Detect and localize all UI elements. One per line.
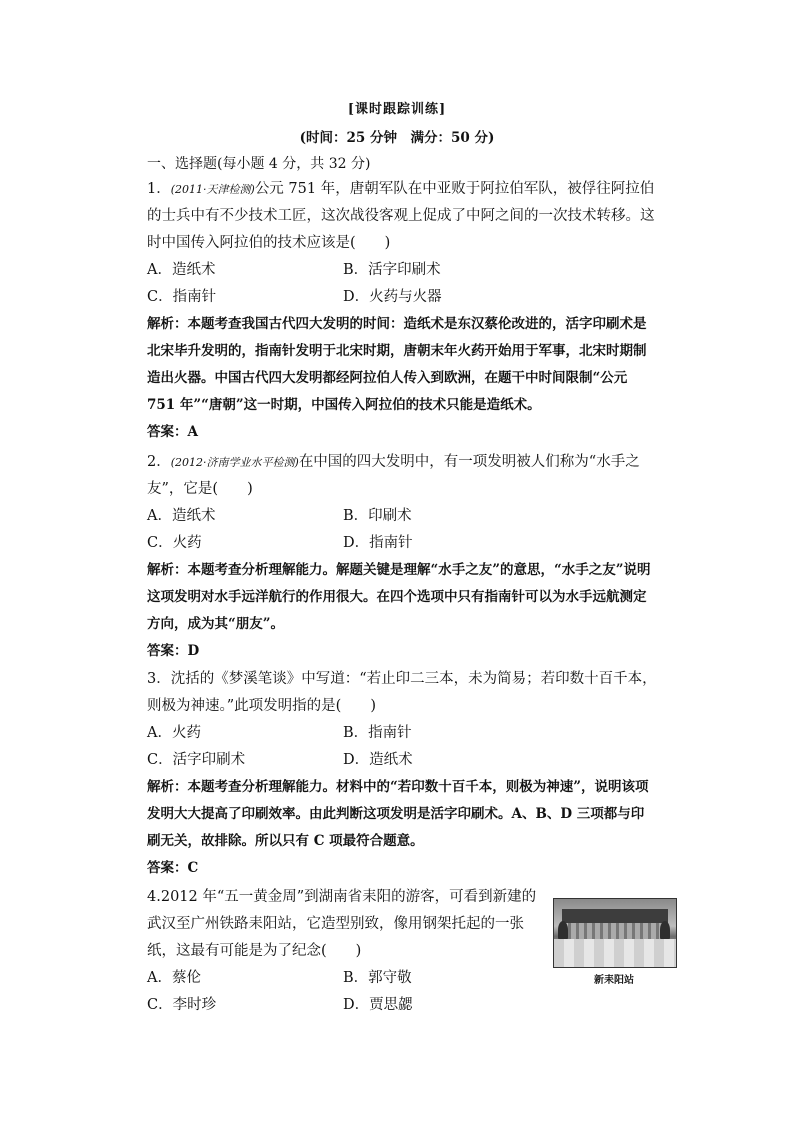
question-stem — [147, 666, 657, 720]
option-d: D．造纸术 — [343, 752, 413, 768]
question-number: 4. — [147, 889, 161, 905]
options-row — [147, 720, 657, 747]
options-row — [147, 747, 657, 774]
option-b: B．印刷术 — [343, 508, 412, 524]
question-number: 1． — [147, 181, 171, 197]
page-title: [课时跟踪训练] — [347, 102, 447, 117]
option-c: C．火药 — [147, 535, 202, 551]
station-photo — [553, 898, 677, 968]
section-heading: 一、选择题(每小题 4 分，共 32 分) — [147, 156, 371, 172]
question-source: (2011·天津检测) — [170, 183, 255, 196]
options-row — [147, 530, 657, 557]
tree — [558, 921, 568, 939]
options-row — [147, 503, 657, 530]
question-text: 在中国的四大发明中，有一项发明被人们称为“水手之友”，它是( ) — [147, 454, 640, 497]
option-b: B．指南针 — [343, 725, 412, 741]
station-plaza — [554, 939, 676, 967]
explanation: 解析：本题考查我国古代四大发明的时间：造纸术是东汉蔡伦改进的，活字印刷术是北宋毕升发明的，指南针发明于北宋时期，唐朝末年火药开始用于军事，北宋时期制造出火器。中国古代四大发明都经阿拉伯人传入到欧洲，在题干中时间限制“公元 751 年”“唐朝”这一时期，中国传入阿拉伯的技术只能是造纸术。 — [147, 316, 647, 413]
question-number: 2． — [147, 454, 171, 470]
question-1 — [147, 176, 657, 446]
station-roof — [562, 909, 668, 923]
option-a: A．造纸术 — [147, 508, 216, 524]
option-c: C．李时珍 — [147, 997, 217, 1013]
option-b: B．郭守敬 — [343, 970, 412, 986]
explanation: 解析：本题考查分析理解能力。解题关键是理解“水手之友”的意思，“水手之友”说明这项发明对水手远洋航行的作用很大。在四个选项中只有指南针可以为水手远航测定方向，成为其“朋友”。 — [147, 562, 651, 632]
question-text: 2012 年“五一黄金周”到湖南省耒阳的游客，可看到新建的武汉至广州铁路耒阳站，它造型别致，像用钢架托起的一张纸，这最有可能是为了纪念( ) — [147, 889, 537, 959]
option-d: D．指南针 — [343, 535, 413, 551]
option-a: A．造纸术 — [147, 262, 216, 278]
time-score-info: (时间：25 分钟 满分：50 分) — [299, 130, 495, 146]
question-source: (2012·济南学业水平检测) — [170, 456, 299, 469]
photo-caption: 新耒阳站 — [594, 975, 634, 986]
question-text: 公元 751 年，唐朝军队在中亚败于阿拉伯军队，被俘往阿拉伯的士兵中有不少技术工匠，这次战役客观上促成了中阿之间的一次技术转移。这时中国传入阿拉伯的技术应该是( ) — [147, 181, 655, 251]
question-2 — [147, 449, 657, 665]
options-row — [147, 284, 657, 311]
question-number: 3． — [147, 671, 171, 687]
question-stem — [147, 884, 543, 965]
option-a: A．火药 — [147, 725, 201, 741]
tree — [660, 921, 670, 939]
explanation: 解析：本题考查分析理解能力。材料中的“若印数十百千本，则极为神速”，说明该项发明大大提高了印刷效率。由此判断这项发明是活字印刷术。A、B、D 三项都与印刷无关，故排除。所以只有 C 项最符合题意。 — [147, 779, 649, 849]
question-stem — [147, 449, 657, 503]
option-c: C．活字印刷术 — [147, 752, 246, 768]
question-3 — [147, 666, 657, 882]
station-photo-figure — [553, 898, 675, 986]
options-row — [147, 992, 543, 1019]
answer: 答案：C — [147, 860, 199, 876]
option-d: D．火药与火器 — [343, 289, 442, 305]
option-b: B．活字印刷术 — [343, 262, 441, 278]
options-row — [147, 257, 657, 284]
question-stem — [147, 176, 657, 257]
option-a: A．蔡伦 — [147, 970, 201, 986]
question-4 — [147, 884, 543, 1019]
option-d: D．贾思勰 — [343, 997, 413, 1013]
option-c: C．指南针 — [147, 289, 217, 305]
answer: 答案：A — [147, 424, 198, 440]
station-facade — [568, 923, 662, 939]
options-row — [147, 965, 543, 992]
answer: 答案：D — [147, 643, 200, 659]
question-text: 沈括的《梦溪笔谈》中写道：“若止印二三本，未为简易；若印数十百千本，则极为神速。”此项发明指的是( ) — [147, 671, 657, 714]
